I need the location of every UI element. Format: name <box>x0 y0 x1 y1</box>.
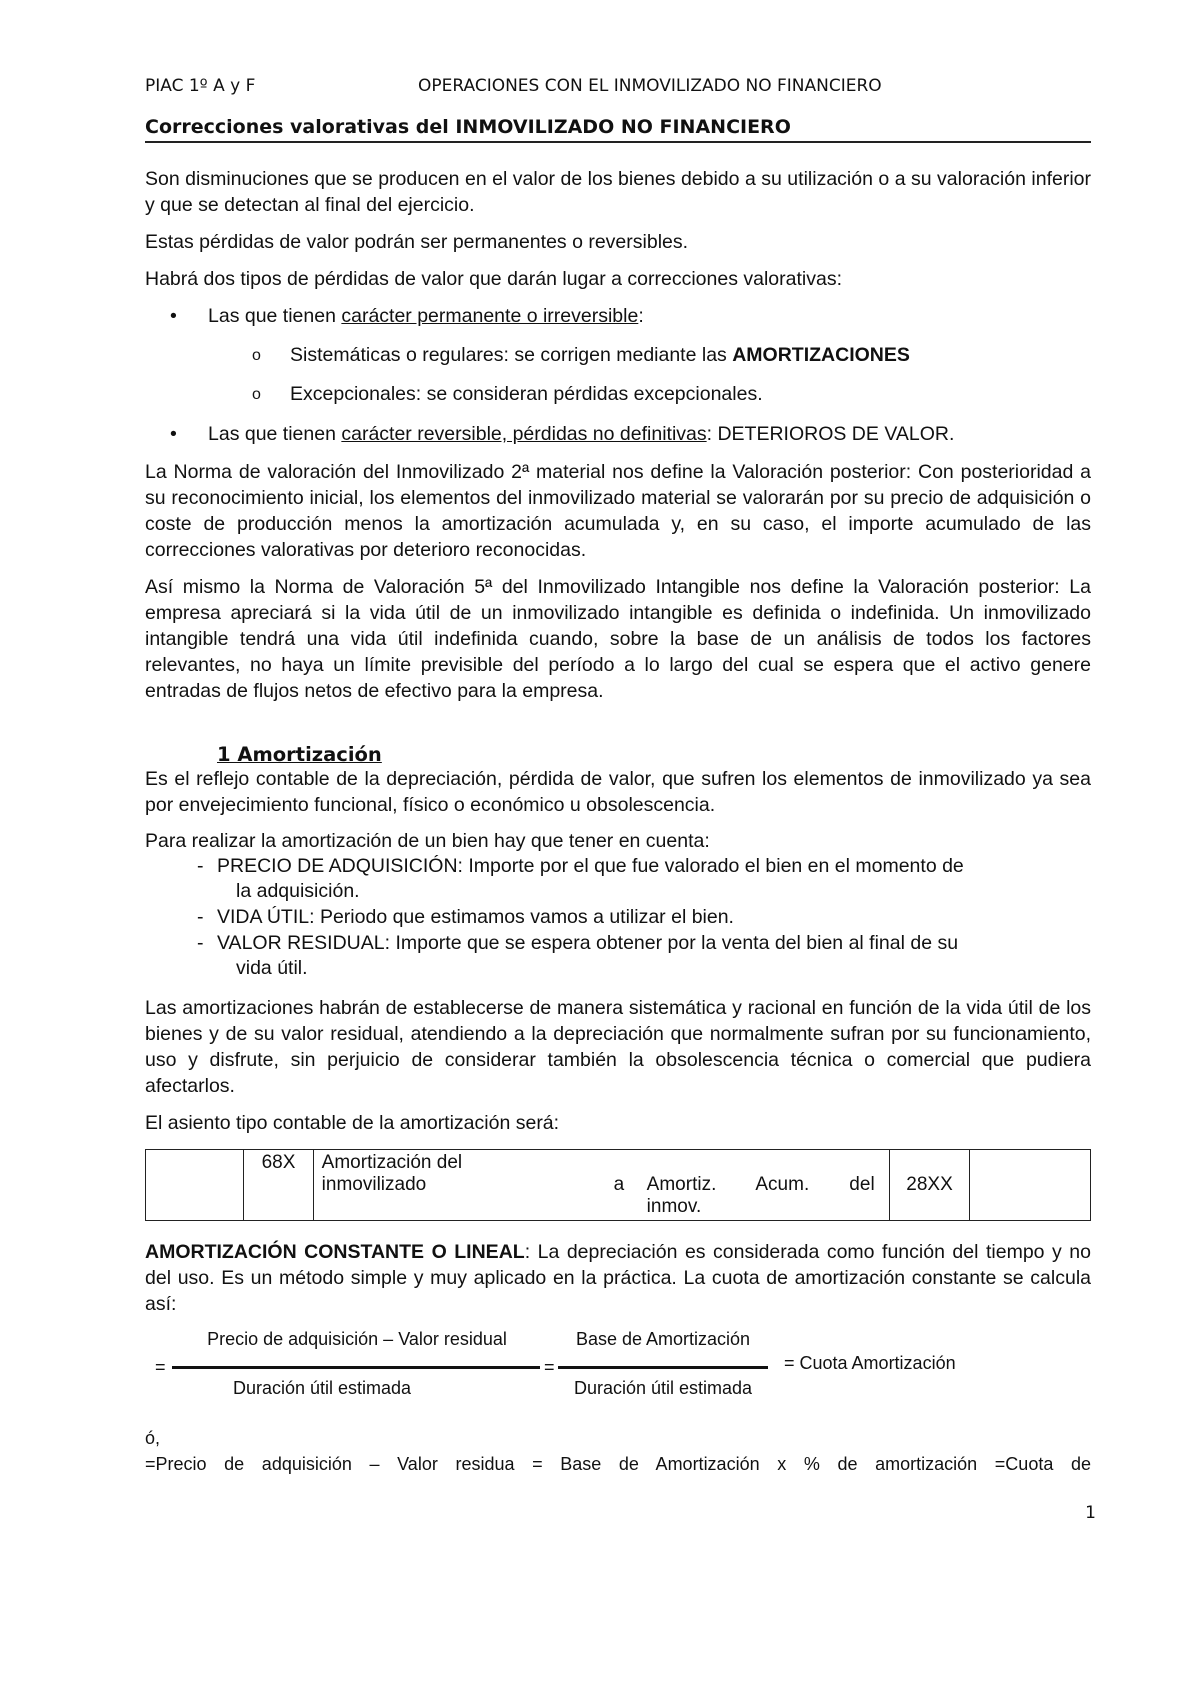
sub-bullet-bold: AMORTIZACIONES <box>732 344 910 366</box>
bullet-text: Las que tienen <box>208 305 342 327</box>
list-item-valor-residual: VALOR RESIDUAL: Importe que se espera obtener por la venta del bien al final de su <box>217 932 959 954</box>
bullet-suffix: : DETERIOROS DE VALOR. <box>706 423 955 445</box>
debit-account: Amortización del inmovilizado <box>321 1152 463 1195</box>
lineal-paragraph <box>145 1239 1091 1317</box>
sub-bullet-sistematicas <box>290 342 1090 368</box>
dash-marker: - <box>197 855 204 877</box>
header-left: PIAC 1º A y F <box>145 76 256 96</box>
credit-account: Amortiz. Acum. del inmov. <box>646 1174 875 1217</box>
amortizacion-intro: Para realizar la amortización de un bien hay que tener en cuenta: <box>145 830 710 852</box>
sub-bullet-marker: o <box>252 386 261 403</box>
bullet-underlined: carácter permanente o irreversible <box>341 305 639 327</box>
intro-paragraph-3: Habrá dos tipos de pérdidas de valor que darán lugar a correcciones valorativas: <box>145 268 842 290</box>
dash-marker: - <box>197 906 204 928</box>
table-cell-blank <box>969 1150 1090 1221</box>
formula-alternative-marker: ó, <box>145 1428 161 1448</box>
amortizacion-definition: Es el reflejo contable de la depreciación, pérdida de valor, que sufren los elementos de inmovilizado ya sea por envejecimiento funcional, físico o económico u obsolescencia. <box>145 768 1091 816</box>
formula-numerator-2: Base de Amortización <box>575 1329 751 1349</box>
journal-entry-table <box>145 1149 1091 1221</box>
lineal-text: : La depreciación es considerada como función del tiempo y no del uso. Es un método simple y muy aplicado en la práctica. La cuota de amortización constante se calcula así: <box>145 1241 1091 1315</box>
credit-code-cell: 28XX <box>890 1150 970 1221</box>
formula-equals-2: = <box>544 1357 555 1377</box>
header-center: OPERACIONES CON EL INMOVILIZADO NO FINANCIERO <box>418 76 882 96</box>
list-item-precio-cont: la adquisición. <box>236 880 360 902</box>
formula-result: = Cuota Amortización <box>784 1353 956 1373</box>
formula-denominator-1: Duración útil estimada <box>232 1378 412 1398</box>
bullet-marker: • <box>170 305 177 327</box>
bullet-marker: • <box>170 423 177 445</box>
lineal-bold: AMORTIZACIÓN CONSTANTE O LINEAL <box>145 1241 525 1263</box>
debit-code-cell: 68X <box>244 1150 313 1221</box>
sub-bullet-text: Sistemáticas o regulares: se corrigen mediante las <box>290 344 733 366</box>
list-item-valor-residual-cont: vida útil. <box>236 957 308 979</box>
intro-paragraph-2: Estas pérdidas de valor podrán ser permanentes o reversibles. <box>145 231 689 253</box>
table-cell-blank <box>146 1150 244 1221</box>
list-item-precio: PRECIO DE ADQUISICIÓN: Importe por el que fue valorado el bien en el momento de <box>217 855 964 877</box>
table-row <box>146 1150 1091 1221</box>
formula-denominator-2: Duración útil estimada <box>573 1378 753 1398</box>
amortizacion-paragraph-4: El asiento tipo contable de la amortización será: <box>145 1112 560 1134</box>
norma-paragraph-2: Así mismo la Norma de Valoración 5ª del Inmovilizado Intangible nos define la Valoración posterior: La empresa apreciará si la vida útil de un inmovilizado intangible es definida o indefinida. Un inmovilizado intangible tendrá una vida útil indefinida cuando, sobre la base de un análisis de todos los factores relevantes, no haya un límite previsible del período a lo largo del cual se espera que el activo genere entradas de flujos netos de efectivo para la empresa. <box>145 576 1091 702</box>
bullet-underlined: carácter reversible, pérdidas no definitivas <box>341 423 707 445</box>
intro-paragraph-1: Son disminuciones que se producen en el valor de los bienes debido a su utilización o a su valoración inferior y que se detectan al final del ejercicio. <box>145 168 1091 216</box>
amortizacion-paragraph-3: Las amortizaciones habrán de establecerse de manera sistemática y racional en función de la vida útil de los bienes y de su valor residual, atendiendo a la depreciación que normalmente sufran por su funcionamiento, uso y disfrute, sin perjuicio de considerar también la obsolescencia técnica o comercial que pudiera afectarlos. <box>145 997 1091 1097</box>
section-heading-amortizacion: 1 Amortización <box>217 743 382 766</box>
fraction-bar <box>172 1366 540 1369</box>
title-underline <box>145 141 1091 143</box>
bullet-item-permanent <box>208 303 1088 329</box>
sub-bullet-marker: o <box>252 347 261 364</box>
list-item-vida-util: VIDA ÚTIL: Periodo que estimamos vamos a utilizar el bien. <box>217 906 734 928</box>
page-number: 1 <box>1085 1503 1096 1523</box>
page-title: Correcciones valorativas del INMOVILIZADO NO FINANCIERO <box>145 116 791 138</box>
accounts-cell <box>313 1150 890 1221</box>
formula-equals-1: = <box>155 1357 166 1377</box>
formula-numerator-1: Precio de adquisición – Valor residual <box>207 1329 507 1349</box>
norma-paragraph-1: La Norma de valoración del Inmovilizado 2ª material nos define la Valoración posterior: Con posterioridad a su reconocimiento inicial, los elementos del inmovilizado material se valorarán por su precio de adquisición o coste de producción menos la amortización acumulada y, en su caso, el importe acumulado de las correcciones valorativas por deterioro reconocidas. <box>145 461 1091 561</box>
bullet-suffix: : <box>638 305 644 327</box>
bullet-text: Las que tienen <box>208 423 342 445</box>
dash-marker: - <box>197 932 204 954</box>
fraction-bar <box>558 1366 768 1369</box>
formula-alternative-line: =Precio de adquisición – Valor residua = Base de Amortización x % de amortización =Cuota de <box>145 1454 1091 1474</box>
sub-bullet-excepcionales: Excepcionales: se consideran pérdidas excepcionales. <box>290 383 763 405</box>
entry-connector: a <box>613 1174 625 1195</box>
bullet-item-reversible <box>208 421 1088 447</box>
